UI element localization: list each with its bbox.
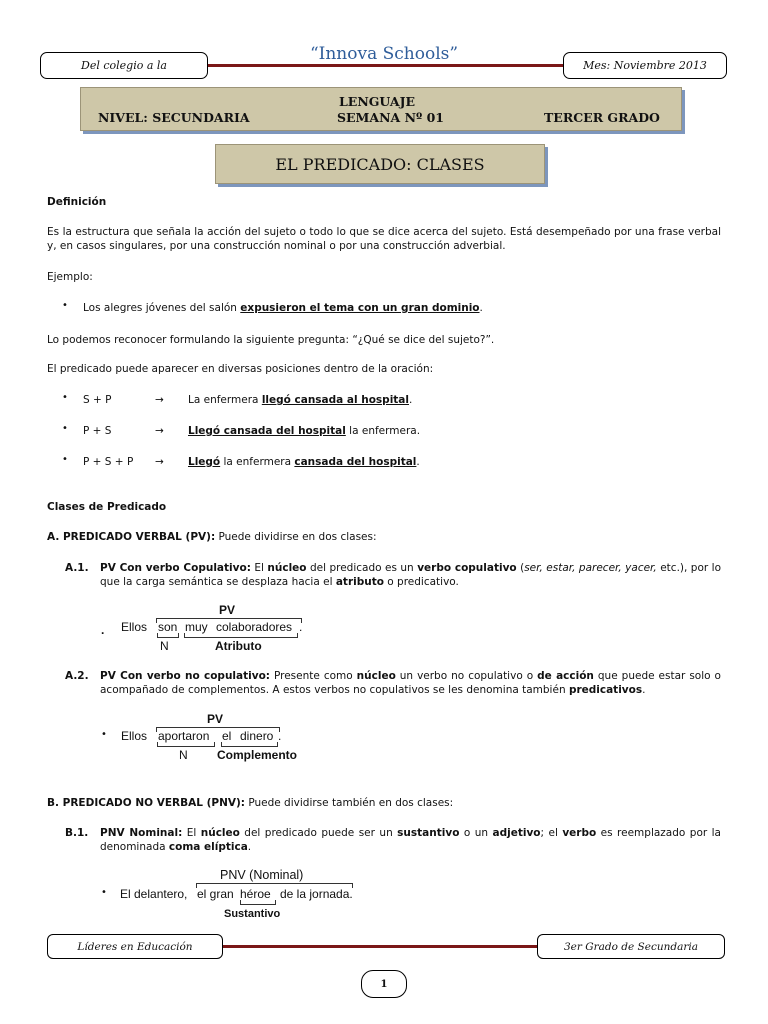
noun-label: Sustantivo xyxy=(224,908,281,920)
example-label: Ejemplo: xyxy=(47,271,93,283)
verb-word: aportaron xyxy=(158,729,210,743)
example-predicate: expusieron el tema con un gran dominio xyxy=(240,302,480,314)
nucleus-label: N xyxy=(179,748,188,762)
pnv-label: PNV (Nominal) xyxy=(220,868,304,882)
subject-word: El delantero, xyxy=(120,887,188,901)
word: muy xyxy=(185,620,208,634)
period: . xyxy=(278,729,282,743)
definition-heading: Definición xyxy=(47,196,107,208)
a1-number: A.1. xyxy=(65,562,89,574)
word: de la jornada. xyxy=(280,887,353,901)
b1-text: PNV Nominal: El núcleo del predicado puede ser un sustantivo o un adjetivo; el verbo es reemplazado por la denominada coma elíptica. xyxy=(100,827,721,853)
footer-right-box: 3er Grado de Secundaria xyxy=(537,934,725,959)
nucleus-bracket xyxy=(157,633,179,638)
nucleus-label: N xyxy=(160,639,169,653)
a1-text: PV Con verbo Copulativo: El núcleo del predicado es un verbo copulativo (ser, estar, parecer, yacer, etc.), por lo que la carga semántica se desplaza hacia el atributo o predicativo. xyxy=(100,562,722,588)
position-example: La enfermera llegó cansada al hospital. xyxy=(188,394,413,406)
attribute-bracket xyxy=(184,633,298,638)
arrow: → xyxy=(155,394,164,406)
page-number: 1 xyxy=(361,970,407,998)
nucleus-bracket xyxy=(157,742,215,747)
period: . xyxy=(299,620,303,634)
definition-text: Es la estructura que señala la acción del sujeto o todo lo que se dice acerca del sujeto. Está desempeñado por una frase verbal y, en casos singulares, por una construcción nominal o por una construcción adverbial. xyxy=(47,226,721,252)
bullet: • xyxy=(62,392,68,403)
a2-text: PV Con verbo no copulativo: Presente como núcleo un verbo no copulativo o de acción que puede estar solo o acompañado de complementos. A estos verbos no copulativos se les denomina también predicativos. xyxy=(100,670,721,696)
attribute-label: Atributo xyxy=(215,639,262,653)
bullet: • xyxy=(101,887,107,898)
word: el xyxy=(222,729,232,743)
position-example: Llegó cansada del hospital la enfermera. xyxy=(188,425,421,437)
positions-intro: El predicado puede aparecer en diversas posiciones dentro de la oración: xyxy=(47,363,434,375)
word: el gran xyxy=(197,887,234,901)
arrow: → xyxy=(155,456,164,468)
section-a-heading: A. PREDICADO VERBAL (PV): Puede dividirse en dos clases: xyxy=(47,531,377,543)
header-right-box: Mes: Noviembre 2013 xyxy=(563,52,727,79)
b1-number: B.1. xyxy=(65,827,89,839)
bullet: • xyxy=(62,423,68,434)
course-banner xyxy=(80,87,682,131)
footer-left-box: Líderes en Educación xyxy=(47,934,223,959)
subject-word: Ellos xyxy=(121,620,148,634)
word: colaboradores xyxy=(216,620,293,634)
verb-word: son xyxy=(158,620,178,634)
word: dinero xyxy=(240,729,274,743)
classes-heading: Clases de Predicado xyxy=(47,501,167,513)
footer-rule xyxy=(220,945,540,948)
page-title: EL PREDICADO: CLASES xyxy=(215,144,545,184)
position-order: S + P xyxy=(83,394,112,406)
section-b-heading: B. PREDICADO NO VERBAL (PNV): Puede dividirse también en dos clases: xyxy=(47,797,454,809)
header-left-box: Del colegio a la xyxy=(40,52,208,79)
complement-label: Complemento xyxy=(217,748,298,762)
position-order: P + S xyxy=(83,425,112,437)
complement-bracket xyxy=(221,742,278,747)
arrow: → xyxy=(155,425,164,437)
bullet: • xyxy=(62,454,68,465)
bullet: • xyxy=(101,729,107,740)
position-order: P + S + P xyxy=(83,456,134,468)
example-sentence: Los alegres jóvenes del salón expusieron el tema con un gran dominio. xyxy=(83,302,483,314)
level-label: NIVEL: SECUNDARIA xyxy=(98,110,250,125)
a2-number: A.2. xyxy=(65,670,89,682)
nucleus-word: héroe xyxy=(240,887,271,901)
subject-word: Ellos xyxy=(121,729,148,743)
noun-bracket xyxy=(240,900,276,905)
school-name: “Innova Schools” xyxy=(309,44,459,64)
pv-label: PV xyxy=(207,712,224,726)
header-rule xyxy=(205,64,565,67)
course-name: LENGUAJE xyxy=(339,94,416,109)
week-label: SEMANA Nº 01 xyxy=(337,110,444,125)
position-example: Llegó la enfermera cansada del hospital. xyxy=(188,456,420,468)
pv-label: PV xyxy=(219,603,236,617)
grade-label: TERCER GRADO xyxy=(544,110,660,125)
recognize-text: Lo podemos reconocer formulando la siguiente pregunta: “¿Qué se dice del sujeto?”. xyxy=(47,334,495,346)
bullet: • xyxy=(62,300,68,311)
bullet: . xyxy=(101,623,105,637)
